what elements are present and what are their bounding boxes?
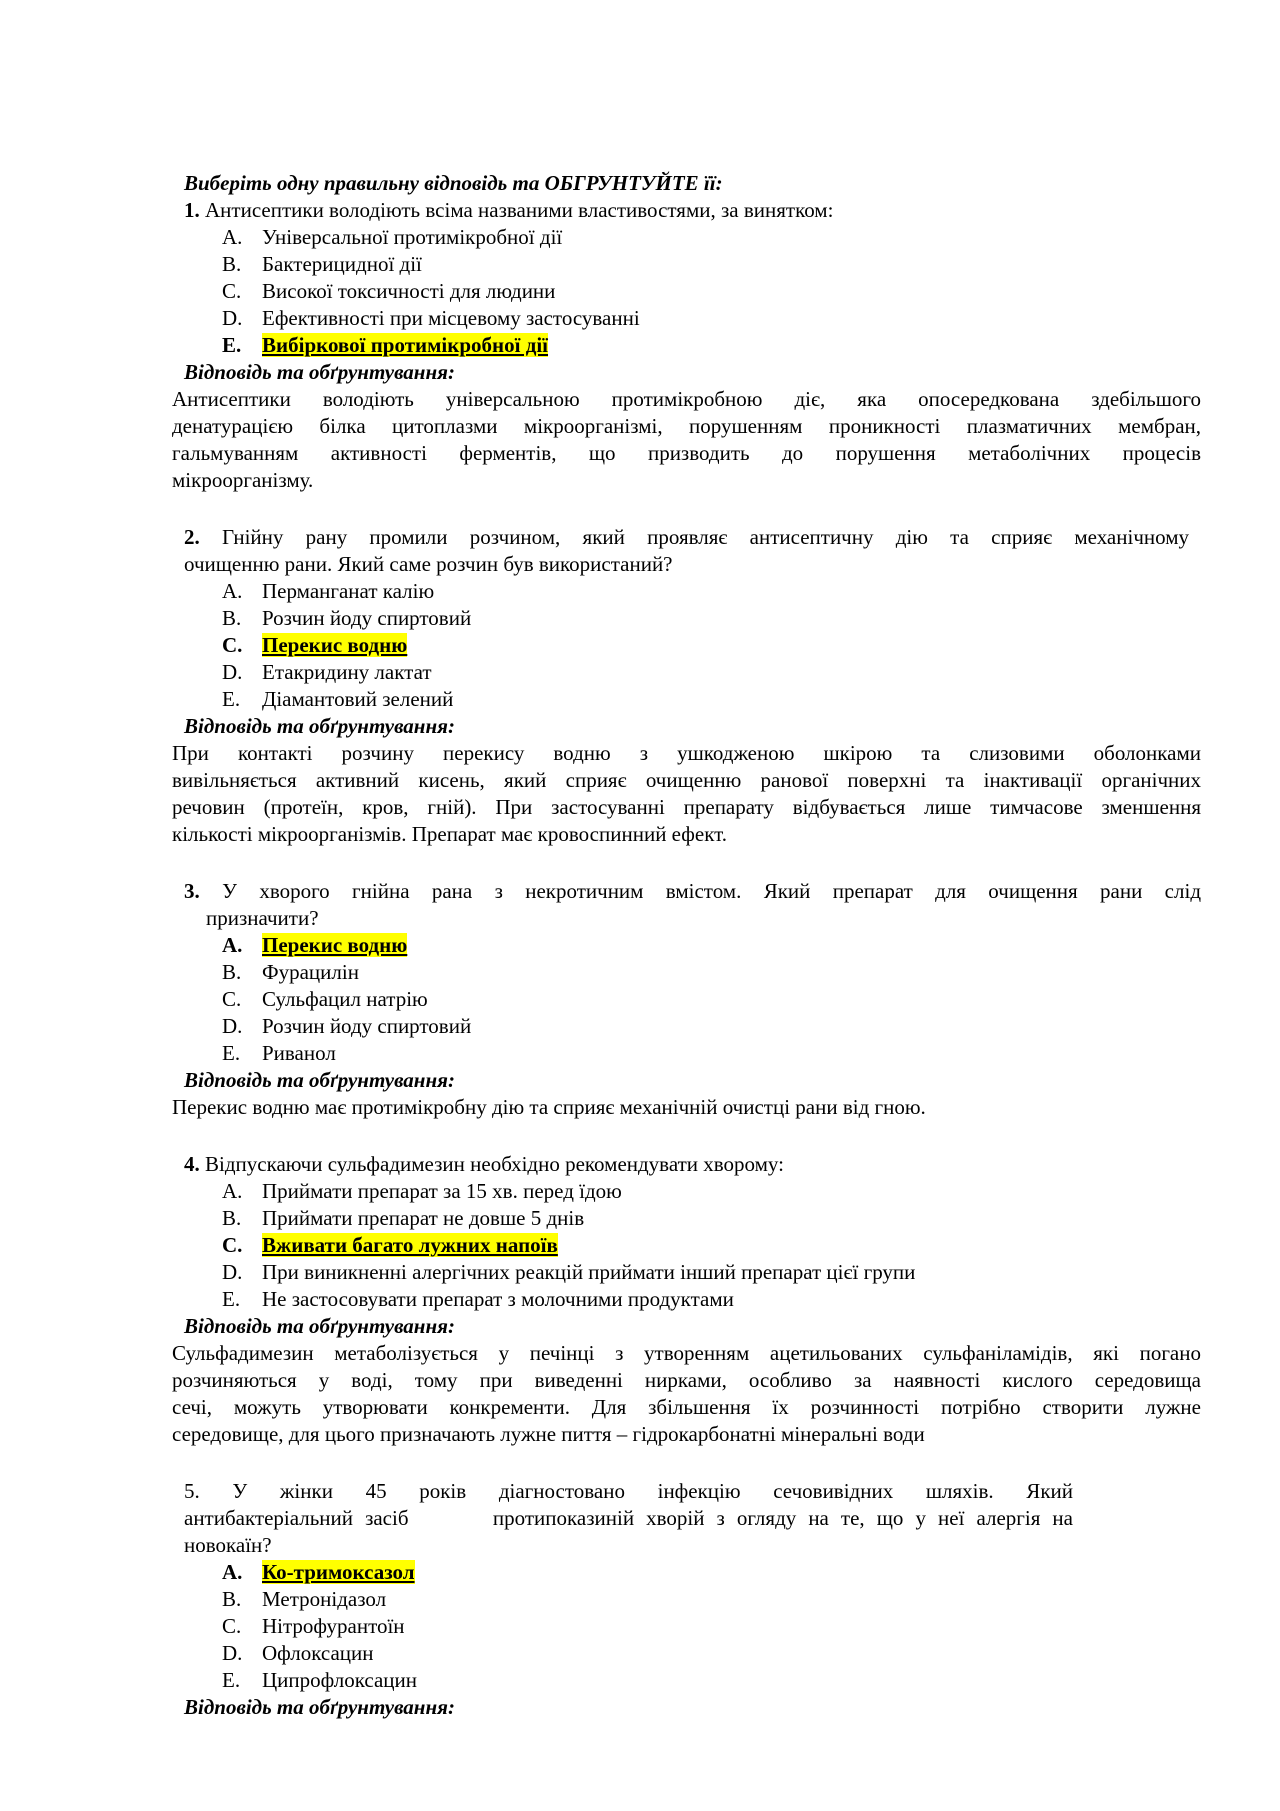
option-letter: E. [222,1041,241,1065]
option-text-highlighted: Перекис водню [262,933,408,957]
option-text: Високої токсичності для людини [262,279,556,303]
option-4d [222,1259,915,1286]
option-text-highlighted: Ко-тримоксазол [262,1560,415,1584]
explanation-line: Сульфадимезин метаболізується у печінці з утворенням ацетильованих сульфаніламідів, які погано [172,1341,1201,1365]
question-text: Антисептики володіють всіма названими властивостями, за винятком: [205,198,834,222]
explanation-line: розчиняються у воді, тому при виведенні нирками, особливо за наявності кислого середовища [172,1368,1201,1392]
explanation-line: Антисептики володіють універсальною протимікробною діє, яка опосередкована здебільшого [172,387,1201,411]
answer-label: Відповідь та обґрунтування: [184,714,455,738]
option-letter: E. [222,1668,241,1692]
question-number: 1. [184,198,200,222]
option-text: Перманганат калію [262,579,435,603]
option-text: Офлоксацин [262,1641,374,1665]
question-text: У жінки 45 років діагностовано інфекцію сечовивідних шляхів. Який [232,1479,1073,1503]
explanation-line: гальмуванням активності ферментів, що призводить до порушення метаболічних процесів [172,441,1201,465]
option-letter: D. [222,306,243,330]
option-letter: C. [222,633,243,657]
option-3a-correct [222,932,407,959]
option-3b [222,959,359,986]
option-text: Розчин йоду спиртовий [262,606,472,630]
question-number: 3. [184,879,200,903]
option-5b [222,1586,386,1613]
option-2a [222,578,434,605]
option-letter: E. [222,333,242,357]
option-letter: A. [222,1560,243,1584]
question-5-line-2: антибактеріальний засіб протипоказиній хворій з огляду на те, що у неї алергія на [184,1506,1073,1530]
answer-label: Відповідь та обґрунтування: [184,1068,455,1092]
answer-label: Відповідь та обґрунтування: [184,1314,455,1338]
question-3 [184,878,1201,905]
question-3-line-2: призначити? [206,906,319,930]
option-text-highlighted: Вибіркової протимікробної дії [262,333,549,357]
option-text: Універсальної протимікробної дії [262,225,563,249]
option-5a-correct [222,1559,415,1586]
option-letter: D. [222,660,243,684]
option-3d [222,1013,471,1040]
answer-label: Відповідь та обґрунтування: [184,1695,455,1719]
option-letter: A. [222,225,243,249]
instruction-heading: Виберіть одну правильну відповідь та ОБГРУНТУЙТЕ її: [184,171,723,195]
option-1c [222,278,555,305]
option-text: Розчин йоду спиртовий [262,1014,472,1038]
option-text: Не застосовувати препарат з молочними продуктами [262,1287,734,1311]
option-letter: C. [222,987,242,1011]
option-text-highlighted: Вживати багато лужних напоїв [262,1233,558,1257]
question-number: 5. [184,1479,200,1503]
question-text: Відпускаючи сульфадимезин необхідно рекомендувати хворому: [205,1152,784,1176]
explanation-line: речовин (протеїн, кров, гній). При застосуванні препарату відбувається лише тимчасове зменшення [172,795,1201,819]
explanation-line: кількості мікроорганізмів. Препарат має кровоспинний ефект. [172,822,727,846]
option-letter: B. [222,960,242,984]
option-letter: A. [222,579,243,603]
option-2c-correct [222,632,407,659]
option-4c-correct [222,1232,558,1259]
option-letter: B. [222,252,242,276]
option-text: Діамантовий зелений [262,687,454,711]
option-5d [222,1640,374,1667]
question-4 [184,1151,784,1178]
option-text: Ципрофлоксацин [262,1668,417,1692]
explanation-line: мікроорганізму. [172,468,314,492]
explanation-line: При контакті розчину перекису водню з ушкодженою шкірою та слизовими оболонками [172,741,1201,765]
question-number: 4. [184,1152,200,1176]
option-text: Нітрофурантоїн [262,1614,405,1638]
explanation-line: Перекис водню має протимікробну дію та сприяє механічній очистці рани від гною. [172,1095,926,1119]
option-letter: E. [222,1287,241,1311]
option-1b [222,251,422,278]
option-letter: B. [222,1206,242,1230]
option-text: При виникненні алергічних реакцій приймати інший препарат цієї групи [262,1260,916,1284]
question-number: 2. [184,525,200,549]
option-1d [222,305,640,332]
option-4b [222,1205,584,1232]
question-2-line-2: очищенню рани. Який саме розчин був використаний? [184,552,673,576]
question-2 [184,524,1189,551]
option-letter: A. [222,933,243,957]
question-text: Гнійну рану промили розчином, який проявляє антисептичну дію та сприяє механічному [222,525,1190,549]
option-letter: E. [222,687,241,711]
option-text: Метронідазол [262,1587,387,1611]
option-letter: A. [222,1179,243,1203]
option-4a [222,1178,622,1205]
option-text: Приймати препарат не довше 5 днів [262,1206,585,1230]
question-1 [184,197,833,224]
option-letter: C. [222,1233,243,1257]
option-letter: D. [222,1014,243,1038]
option-text: Етакридину лактат [262,660,432,684]
option-letter: B. [222,1587,242,1611]
option-text-highlighted: Перекис водню [262,633,408,657]
option-text: Фурацилін [262,960,359,984]
explanation-line: середовище, для цього призначають лужне пиття – гідрокарбонатні мінеральні води [172,1422,925,1446]
option-text: Сульфацил натрію [262,987,428,1011]
option-4e [222,1286,734,1313]
option-letter: B. [222,606,242,630]
question-text: У хворого гнійна рана з некротичним вмістом. Який препарат для очищення рани слід [222,879,1202,903]
option-text: Риванол [262,1041,336,1065]
option-2b [222,605,471,632]
option-1e-correct [222,332,548,359]
option-letter: D. [222,1641,243,1665]
option-text: Бактерицидної дії [262,252,422,276]
explanation-line: вивільняється активний кисень, який сприяє очищенню ранової поверхні та інактивації органічних [172,768,1201,792]
option-letter: C. [222,279,242,303]
option-1a [222,224,562,251]
option-letter: D. [222,1260,243,1284]
option-5e [222,1667,417,1694]
answer-label: Відповідь та обґрунтування: [184,360,455,384]
option-2d [222,659,432,686]
option-3e [222,1040,336,1067]
option-letter: C. [222,1614,242,1638]
explanation-line: денатурацією білка цитоплазми мікроорганізмі, порушенням проникності плазматичних мембран, [172,414,1201,438]
question-5-line-3: новокаїн? [184,1533,272,1557]
question-5 [184,1478,1073,1505]
option-text: Ефективності при місцевому застосуванні [262,306,640,330]
option-3c [222,986,428,1013]
option-2e [222,686,453,713]
explanation-line: сечі, можуть утворювати конкременти. Для збільшення їх розчинності потрібно створити лужне [172,1395,1201,1419]
option-text: Приймати препарат за 15 хв. перед їдою [262,1179,622,1203]
option-5c [222,1613,405,1640]
